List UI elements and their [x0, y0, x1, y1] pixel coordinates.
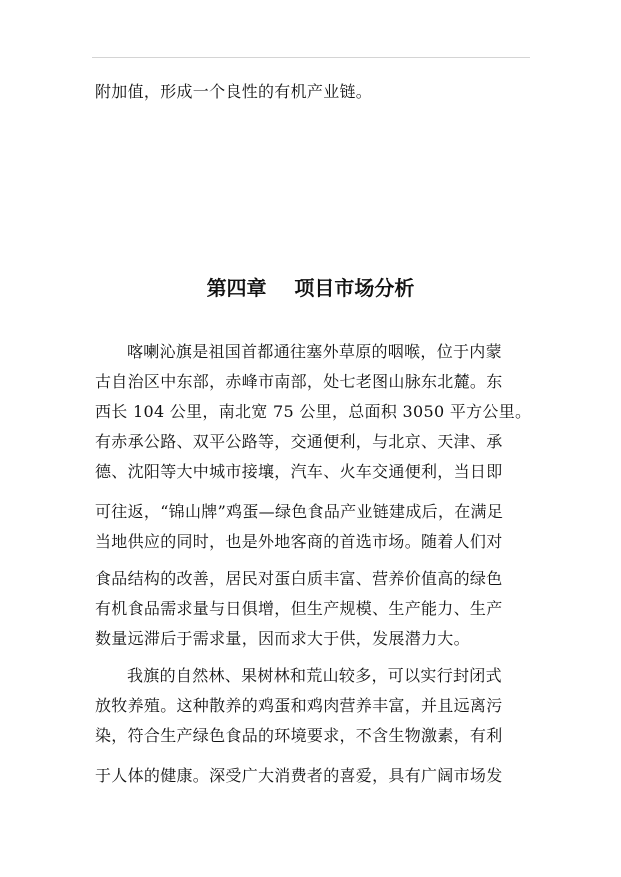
paragraph-line: 喀喇沁旗是祖国首都通往塞外草原的咽喉，位于内蒙 — [127, 342, 502, 361]
paragraph-line: 食品结构的改善，居民对蛋白质丰富、营养价值高的绿色 — [95, 569, 503, 588]
header-rule — [92, 57, 530, 58]
continuation-text: 附加值，形成一个良性的有机产业链。 — [95, 82, 373, 101]
paragraph-line: 德、沈阳等大中城市接壤，汽车、火车交通便利，当日即 — [95, 462, 503, 481]
paragraph-line: 当地供应的同时，也是外地客商的首选市场。随着人们对 — [95, 532, 503, 551]
paragraph-line: 数量远滞后于需求量，因而求大于供，发展潜力大。 — [95, 629, 470, 648]
paragraph-line: 于人体的健康。深受广大消费者的喜爱，具有广阔市场发 — [95, 766, 503, 785]
paragraph-line: 西长 104 公里，南北宽 75 公里，总面积 3050 平方公里。 — [95, 402, 532, 421]
chapter-title: 第四章 项目市场分析 — [206, 276, 415, 300]
paragraph-line: 有机食品需求量与日俱增，但生产规模、生产能力、生产 — [95, 599, 503, 618]
paragraph-line: 我旗的自然林、果树林和荒山较多，可以实行封闭式 — [127, 666, 502, 685]
paragraph-line: 有赤承公路、双平公路等，交通便利，与北京、天津、承 — [95, 432, 503, 451]
paragraph-line: 放牧养殖。这种散养的鸡蛋和鸡肉营养丰富，并且远离污 — [95, 696, 503, 715]
paragraph-line: 染，符合生产绿色食品的环境要求，不含生物激素，有利 — [95, 726, 503, 745]
paragraph-line: 古自治区中东部，赤峰市南部，处七老图山脉东北麓。东 — [95, 372, 503, 391]
paragraph-line: 可往返，“锦山牌”鸡蛋—绿色食品产业链建成后，在满足 — [95, 502, 504, 521]
